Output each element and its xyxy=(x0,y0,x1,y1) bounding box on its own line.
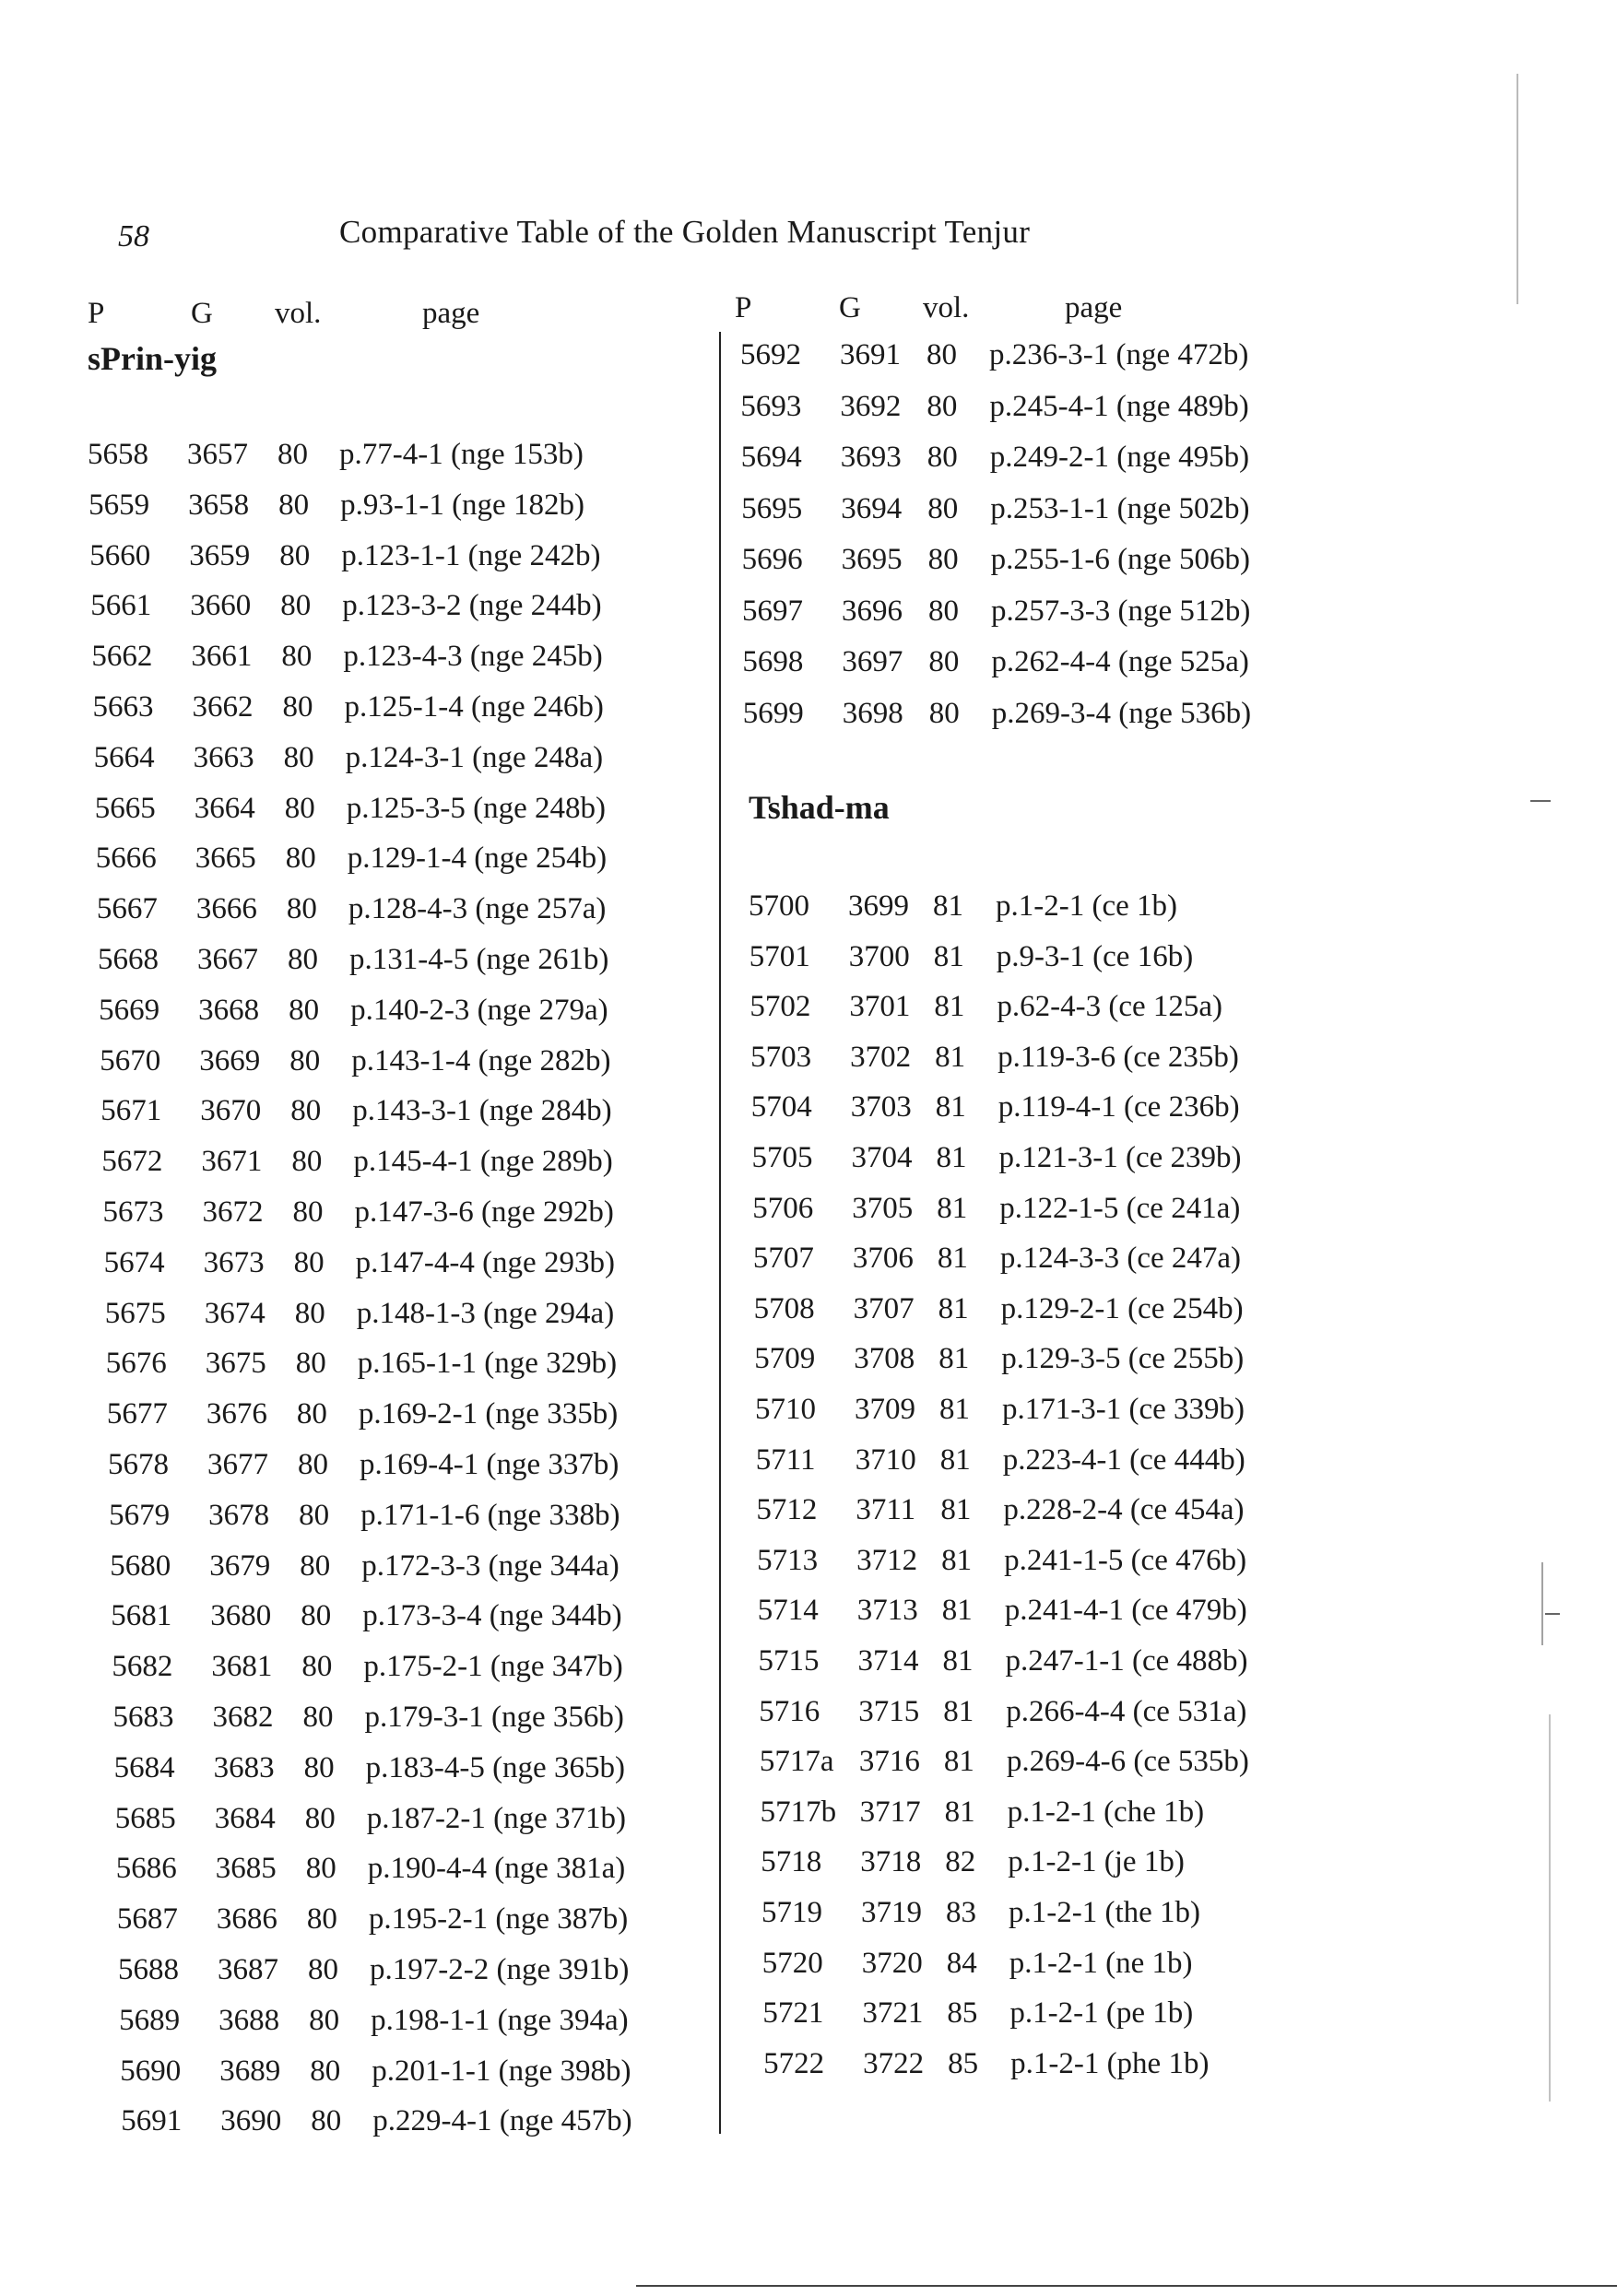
right-section-title: Tshad-ma xyxy=(749,789,890,826)
cell-p: 5713 xyxy=(757,1543,819,1577)
cell-vol: 80 xyxy=(302,1701,334,1734)
cell-page: p.129-1-4 (nge 254b) xyxy=(347,842,608,876)
cell-p: 5689 xyxy=(119,2003,181,2037)
scan-speck xyxy=(1530,800,1551,802)
cell-vol: 80 xyxy=(308,1953,338,1986)
cell-g: 3673 xyxy=(203,1245,265,1279)
cell-page: p.249-2-1 (nge 495b) xyxy=(989,441,1250,474)
cell-page: p.179-3-1 (nge 356b) xyxy=(364,1701,624,1734)
cell-g: 3659 xyxy=(189,538,251,572)
cell-page: p.62-4-3 (ce 125a) xyxy=(997,990,1223,1024)
cell-page: p.121-3-1 (ce 239b) xyxy=(998,1141,1242,1174)
cell-p: 5717a xyxy=(759,1745,834,1779)
cell-g: 3717 xyxy=(859,1795,921,1829)
cell-g: 3719 xyxy=(861,1896,922,1929)
cell-page: p.1-2-1 (phe 1b) xyxy=(1010,2046,1210,2080)
cell-p: 5719 xyxy=(761,1896,822,1929)
cell-page: p.229-4-1 (nge 457b) xyxy=(372,2104,632,2138)
cell-vol: 80 xyxy=(296,1397,327,1431)
cell-g: 3706 xyxy=(852,1242,914,1276)
cell-vol: 80 xyxy=(282,690,313,724)
cell-p: 5697 xyxy=(742,594,803,628)
cell-g: 3695 xyxy=(841,543,903,576)
cell-g: 3684 xyxy=(214,1801,276,1835)
cell-p: 5671 xyxy=(100,1094,162,1128)
left-header-p: P xyxy=(88,297,105,330)
cell-g: 3667 xyxy=(197,943,258,976)
cell-p: 5686 xyxy=(115,1852,177,1886)
cell-p: 5677 xyxy=(106,1397,168,1431)
cell-page: p.125-1-4 (nge 246b) xyxy=(344,690,604,724)
cell-g: 3703 xyxy=(850,1090,912,1124)
cell-g: 3696 xyxy=(842,594,903,628)
page-number: 58 xyxy=(118,219,149,253)
cell-vol: 81 xyxy=(938,1291,969,1325)
cell-g: 3712 xyxy=(856,1543,918,1577)
cell-vol: 81 xyxy=(941,1594,973,1628)
cell-page: p.122-1-5 (ce 241a) xyxy=(999,1191,1241,1225)
right-header-p: P xyxy=(735,291,752,324)
cell-vol: 83 xyxy=(946,1896,976,1929)
cell-p: 5718 xyxy=(761,1845,822,1879)
cell-vol: 80 xyxy=(928,645,960,678)
cell-g: 3666 xyxy=(195,892,257,926)
cell-g: 3707 xyxy=(853,1291,915,1325)
cell-page: p.245-4-1 (nge 489b) xyxy=(989,389,1249,423)
cell-g: 3670 xyxy=(200,1094,262,1128)
cell-p: 5675 xyxy=(104,1296,166,1330)
cell-g: 3665 xyxy=(195,842,256,876)
cell-page: p.1-2-1 (the 1b) xyxy=(1009,1896,1201,1929)
cell-p: 5681 xyxy=(111,1599,172,1633)
cell-vol: 80 xyxy=(300,1548,331,1583)
cell-p: 5684 xyxy=(113,1750,175,1784)
cell-g: 3721 xyxy=(862,1996,924,2031)
cell-vol: 80 xyxy=(288,943,318,976)
cell-p: 5664 xyxy=(93,740,155,774)
cell-page: p.1-2-1 (che 1b) xyxy=(1007,1795,1205,1829)
cell-g: 3718 xyxy=(860,1845,922,1879)
cell-vol: 80 xyxy=(301,1599,332,1633)
cell-page: p.129-2-1 (ce 254b) xyxy=(1000,1291,1244,1325)
cell-g: 3720 xyxy=(861,1946,923,1980)
cell-g: 3692 xyxy=(840,389,902,423)
cell-p: 5690 xyxy=(120,2054,182,2088)
cell-g: 3699 xyxy=(848,889,909,923)
cell-vol: 80 xyxy=(286,892,317,926)
cell-p: 5658 xyxy=(88,438,148,471)
left-header-page: page xyxy=(422,297,480,330)
cell-g: 3671 xyxy=(201,1145,263,1179)
cell-g: 3688 xyxy=(218,2003,280,2037)
running-title: Comparative Table of the Golden Manuscript Tenjur xyxy=(339,214,1031,250)
cell-page: p.187-2-1 (nge 371b) xyxy=(366,1801,627,1835)
cell-page: p.195-2-1 (nge 387b) xyxy=(368,1902,629,1937)
cell-vol: 80 xyxy=(305,1852,336,1886)
cell-page: p.228-2-4 (ce 454a) xyxy=(1003,1493,1245,1527)
cell-p: 5669 xyxy=(99,993,160,1027)
cell-vol: 80 xyxy=(289,993,320,1027)
cell-p: 5700 xyxy=(749,889,809,923)
cell-vol: 80 xyxy=(299,1498,330,1532)
cell-g: 3675 xyxy=(205,1347,266,1381)
cell-page: p.77-4-1 (nge 153b) xyxy=(339,438,584,471)
cell-vol: 80 xyxy=(293,1245,325,1279)
cell-page: p.124-3-1 (nge 248a) xyxy=(345,740,604,774)
cell-g: 3679 xyxy=(209,1548,271,1583)
cell-p: 5674 xyxy=(103,1245,165,1279)
cell-p: 5659 xyxy=(89,488,150,522)
cell-page: p.269-4-6 (ce 535b) xyxy=(1006,1745,1249,1779)
cell-p: 5714 xyxy=(757,1594,819,1628)
cell-vol: 80 xyxy=(311,2104,342,2138)
cell-g: 3694 xyxy=(841,491,903,525)
cell-g: 3678 xyxy=(208,1498,270,1532)
cell-page: p.183-4-5 (nge 365b) xyxy=(365,1750,625,1784)
cell-vol: 80 xyxy=(281,640,313,674)
cell-p: 5705 xyxy=(751,1141,813,1174)
cell-g: 3700 xyxy=(848,939,910,973)
cell-g: 3697 xyxy=(842,645,903,678)
cell-vol: 80 xyxy=(301,1650,333,1684)
cell-page: p.223-4-1 (ce 444b) xyxy=(1002,1442,1245,1477)
cell-p: 5696 xyxy=(741,543,803,576)
cell-g: 3657 xyxy=(187,438,248,471)
cell-vol: 81 xyxy=(937,1242,968,1276)
cell-page: p.241-1-5 (ce 476b) xyxy=(1004,1543,1247,1577)
cell-page: p.169-4-1 (nge 337b) xyxy=(360,1448,620,1481)
cell-g: 3722 xyxy=(863,2046,925,2080)
cell-p: 5707 xyxy=(752,1242,814,1276)
column-divider xyxy=(719,332,721,2134)
cell-p: 5709 xyxy=(754,1342,816,1376)
cell-p: 5722 xyxy=(763,2046,825,2080)
cell-vol: 80 xyxy=(289,1043,321,1077)
cell-p: 5691 xyxy=(121,2104,183,2138)
cell-p: 5667 xyxy=(96,892,158,926)
cell-page: p.1-2-1 (pe 1b) xyxy=(1009,1996,1194,2031)
cell-page: p.129-3-5 (ce 255b) xyxy=(1001,1342,1245,1376)
cell-p: 5699 xyxy=(742,696,804,730)
cell-page: p.128-4-3 (nge 257a) xyxy=(348,892,607,926)
cell-page: p.1-2-1 (je 1b) xyxy=(1008,1845,1185,1879)
cell-page: p.241-4-1 (ce 479b) xyxy=(1004,1594,1247,1628)
cell-p: 5716 xyxy=(759,1694,820,1728)
cell-p: 5708 xyxy=(753,1291,815,1325)
cell-vol: 81 xyxy=(941,1543,973,1577)
cell-page: p.269-3-4 (nge 536b) xyxy=(991,696,1252,730)
bottom-rule xyxy=(636,2285,1617,2287)
cell-g: 3682 xyxy=(212,1701,274,1734)
cell-vol: 80 xyxy=(927,389,958,423)
cell-vol: 80 xyxy=(291,1145,323,1179)
cell-g: 3658 xyxy=(188,488,250,522)
cell-page: p.148-1-3 (nge 294a) xyxy=(356,1296,615,1330)
left-header-g: G xyxy=(191,297,213,330)
cell-p: 5721 xyxy=(762,1996,824,2031)
cell-page: p.169-2-1 (nge 335b) xyxy=(358,1397,619,1431)
cell-p: 5687 xyxy=(116,1902,178,1937)
cell-page: p.1-2-1 (ce 1b) xyxy=(996,889,1178,923)
cell-vol: 80 xyxy=(284,791,315,825)
cell-g: 3672 xyxy=(202,1195,264,1229)
cell-vol: 81 xyxy=(933,939,964,973)
cell-p: 5682 xyxy=(112,1650,173,1684)
cell-page: p.93-1-1 (nge 182b) xyxy=(340,488,584,522)
cell-vol: 80 xyxy=(310,2054,341,2088)
cell-page: p.140-2-3 (nge 279a) xyxy=(350,993,608,1027)
right-header-g: G xyxy=(839,291,861,324)
cell-p: 5680 xyxy=(110,1548,171,1583)
cell-p: 5672 xyxy=(101,1145,163,1179)
cell-page: p.262-4-4 (nge 525a) xyxy=(991,645,1249,678)
cell-g: 3689 xyxy=(219,2054,281,2088)
cell-page: p.123-1-1 (nge 242b) xyxy=(341,538,601,572)
scan-speck xyxy=(1545,1613,1560,1615)
cell-p: 5703 xyxy=(750,1040,812,1074)
cell-vol: 81 xyxy=(935,1090,966,1124)
cell-page: p.1-2-1 (ne 1b) xyxy=(1009,1946,1193,1980)
cell-vol: 80 xyxy=(927,338,957,371)
cell-g: 3661 xyxy=(191,640,253,674)
cell-g: 3715 xyxy=(858,1694,920,1728)
cell-g: 3711 xyxy=(856,1493,916,1527)
cell-page: p.165-1-1 (nge 329b) xyxy=(357,1347,618,1381)
cell-p: 5660 xyxy=(89,538,151,572)
cell-vol: 80 xyxy=(309,2003,340,2037)
left-section-title: sPrin-yig xyxy=(88,340,217,377)
cell-vol: 81 xyxy=(936,1141,967,1174)
cell-page: p.253-1-1 (nge 502b) xyxy=(990,491,1250,525)
cell-g: 3701 xyxy=(849,990,911,1024)
cell-g: 3698 xyxy=(842,696,903,730)
cell-g: 3704 xyxy=(851,1141,913,1174)
cell-p: 5683 xyxy=(112,1701,174,1734)
cell-vol: 80 xyxy=(928,696,960,730)
cell-g: 3674 xyxy=(204,1296,266,1330)
cell-vol: 80 xyxy=(927,491,959,525)
cell-p: 5720 xyxy=(761,1946,823,1980)
cell-vol: 80 xyxy=(928,594,959,628)
cell-vol: 81 xyxy=(940,1493,972,1527)
cell-p: 5706 xyxy=(752,1191,814,1225)
cell-p: 5661 xyxy=(90,589,152,623)
cell-vol: 81 xyxy=(944,1795,975,1829)
cell-g: 3716 xyxy=(858,1745,920,1779)
cell-g: 3680 xyxy=(210,1599,272,1633)
scan-speck xyxy=(1549,1714,1551,2102)
cell-p: 5670 xyxy=(100,1043,161,1077)
cell-page: p.119-3-6 (ce 235b) xyxy=(997,1040,1239,1074)
cell-vol: 80 xyxy=(295,1347,326,1381)
cell-vol: 80 xyxy=(294,1296,325,1330)
cell-g: 3681 xyxy=(211,1650,273,1684)
cell-page: p.143-1-4 (nge 282b) xyxy=(351,1043,611,1077)
cell-g: 3693 xyxy=(840,441,902,474)
cell-page: p.119-4-1 (ce 236b) xyxy=(997,1090,1240,1124)
cell-g: 3662 xyxy=(192,690,254,724)
cell-vol: 81 xyxy=(938,1342,970,1376)
cell-p: 5710 xyxy=(755,1393,816,1426)
cell-page: p.9-3-1 (ce 16b) xyxy=(996,939,1194,973)
cell-p: 5666 xyxy=(95,842,157,876)
cell-p: 5711 xyxy=(755,1442,816,1477)
cell-page: p.236-3-1 (nge 472b) xyxy=(989,338,1249,371)
cell-vol: 81 xyxy=(942,1644,974,1678)
cell-vol: 80 xyxy=(306,1902,337,1937)
cell-vol: 81 xyxy=(934,990,965,1024)
cell-p: 5688 xyxy=(118,1953,179,1986)
right-header-page: page xyxy=(1065,291,1123,324)
cell-page: p.172-3-3 (nge 344a) xyxy=(361,1548,620,1583)
cell-vol: 81 xyxy=(943,1745,974,1779)
cell-vol: 80 xyxy=(927,441,958,474)
cell-page: p.201-1-1 (nge 398b) xyxy=(372,2054,631,2088)
cell-page: p.131-4-5 (nge 261b) xyxy=(349,943,609,976)
cell-page: p.266-4-4 (ce 531a) xyxy=(1006,1694,1247,1728)
cell-page: p.147-3-6 (nge 292b) xyxy=(354,1195,614,1229)
cell-page: p.147-4-4 (nge 293b) xyxy=(355,1245,615,1279)
cell-p: 5673 xyxy=(102,1195,164,1229)
cell-g: 3686 xyxy=(216,1902,277,1937)
cell-g: 3702 xyxy=(850,1040,912,1074)
cell-vol: 81 xyxy=(939,1442,971,1477)
cell-p: 5701 xyxy=(749,939,810,973)
cell-vol: 80 xyxy=(927,543,959,576)
cell-p: 5693 xyxy=(740,389,802,423)
cell-g: 3687 xyxy=(218,1953,278,1986)
cell-page: p.171-1-6 (nge 338b) xyxy=(360,1498,620,1532)
cell-g: 3690 xyxy=(220,2104,282,2138)
cell-vol: 81 xyxy=(933,889,963,923)
cell-g: 3709 xyxy=(855,1393,915,1426)
cell-page: p.145-4-1 (nge 289b) xyxy=(353,1145,613,1179)
cell-page: p.171-3-1 (ce 339b) xyxy=(1002,1393,1245,1426)
cell-vol: 80 xyxy=(303,1750,335,1784)
cell-p: 5692 xyxy=(740,338,801,371)
cell-page: p.124-3-3 (ce 247a) xyxy=(999,1242,1242,1276)
scan-speck xyxy=(1541,1562,1543,1645)
cell-g: 3663 xyxy=(193,740,254,774)
cell-vol: 80 xyxy=(283,740,314,774)
cell-p: 5663 xyxy=(92,690,154,724)
cell-vol: 81 xyxy=(943,1694,974,1728)
cell-p: 5662 xyxy=(91,640,153,674)
cell-g: 3668 xyxy=(198,993,260,1027)
cell-page: p.173-3-4 (nge 344b) xyxy=(362,1599,622,1633)
cell-p: 5678 xyxy=(108,1448,169,1481)
cell-page: p.257-3-3 (nge 512b) xyxy=(991,594,1251,628)
cell-p: 5712 xyxy=(756,1493,818,1527)
cell-p: 5685 xyxy=(114,1801,176,1835)
cell-page: p.123-3-2 (nge 244b) xyxy=(342,589,602,623)
scan-speck xyxy=(1517,74,1518,304)
cell-p: 5704 xyxy=(750,1090,812,1124)
cell-vol: 82 xyxy=(945,1845,976,1879)
cell-p: 5668 xyxy=(98,943,159,976)
cell-p: 5698 xyxy=(742,645,804,678)
cell-g: 3713 xyxy=(856,1594,918,1628)
cell-p: 5695 xyxy=(741,491,803,525)
cell-g: 3705 xyxy=(852,1191,914,1225)
cell-vol: 80 xyxy=(304,1801,336,1835)
cell-vol: 84 xyxy=(946,1946,977,1980)
cell-vol: 80 xyxy=(298,1448,328,1481)
cell-vol: 85 xyxy=(947,1996,978,2031)
cell-vol: 81 xyxy=(935,1040,966,1074)
cell-p: 5665 xyxy=(94,791,156,825)
cell-vol: 80 xyxy=(290,1094,322,1128)
cell-page: p.255-1-6 (nge 506b) xyxy=(990,543,1250,576)
cell-g: 3677 xyxy=(207,1448,268,1481)
cell-g: 3676 xyxy=(206,1397,267,1431)
cell-p: 5715 xyxy=(758,1644,820,1678)
cell-p: 5702 xyxy=(749,990,811,1024)
cell-p: 5679 xyxy=(109,1498,171,1532)
cell-vol: 81 xyxy=(939,1393,970,1426)
cell-g: 3685 xyxy=(215,1852,277,1886)
cell-g: 3710 xyxy=(855,1442,916,1477)
cell-page: p.198-1-1 (nge 394a) xyxy=(371,2003,629,2037)
cell-p: 5717b xyxy=(760,1795,837,1829)
cell-g: 3691 xyxy=(840,338,901,371)
cell-g: 3714 xyxy=(857,1644,919,1678)
cell-p: 5694 xyxy=(740,441,802,474)
cell-vol: 80 xyxy=(280,589,312,623)
cell-page: p.143-3-1 (nge 284b) xyxy=(352,1094,612,1128)
cell-vol: 80 xyxy=(278,488,310,522)
cell-g: 3669 xyxy=(199,1043,261,1077)
cell-p: 5676 xyxy=(105,1347,167,1381)
cell-vol: 80 xyxy=(285,842,316,876)
cell-vol: 81 xyxy=(937,1191,968,1225)
cell-page: p.123-4-3 (nge 245b) xyxy=(343,640,603,674)
cell-vol: 80 xyxy=(277,438,308,471)
left-header-vol: vol. xyxy=(275,297,322,330)
cell-g: 3683 xyxy=(213,1750,275,1784)
cell-g: 3708 xyxy=(854,1342,915,1376)
cell-page: p.197-2-2 (nge 391b) xyxy=(370,1953,630,1986)
cell-vol: 80 xyxy=(292,1195,324,1229)
cell-vol: 80 xyxy=(279,538,311,572)
cell-vol: 85 xyxy=(948,2046,979,2080)
right-header-vol: vol. xyxy=(923,291,970,324)
cell-g: 3664 xyxy=(194,791,255,825)
cell-page: p.190-4-4 (nge 381a) xyxy=(367,1852,626,1886)
cell-page: p.125-3-5 (nge 248b) xyxy=(346,791,607,825)
cell-g: 3660 xyxy=(190,589,252,623)
cell-page: p.247-1-1 (ce 488b) xyxy=(1005,1644,1248,1678)
cell-page: p.175-2-1 (nge 347b) xyxy=(363,1650,623,1684)
